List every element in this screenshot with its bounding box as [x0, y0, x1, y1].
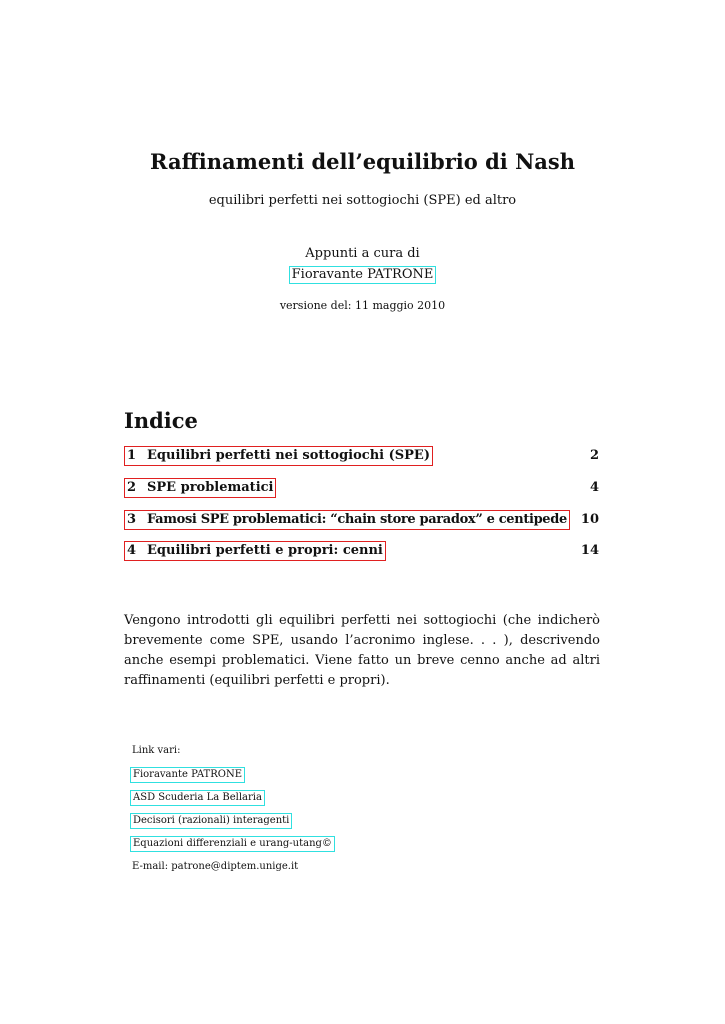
toc-link-3[interactable] — [124, 510, 570, 530]
author-intro: Appunti a cura di — [305, 246, 420, 261]
version-date: versione del: 11 maggio 2010 — [279, 299, 446, 312]
toc-entry-4 — [124, 541, 599, 561]
toc-page-number: 10 — [580, 512, 599, 527]
toc-entry-2 — [124, 478, 599, 498]
toc-entry-3 — [124, 510, 599, 530]
link-item-2 — [130, 790, 265, 806]
document-subtitle: equilibri perfetti nei sottogiochi (SPE) ed altro — [208, 193, 517, 208]
link-fioravante-patrone[interactable]: Fioravante PATRONE — [130, 767, 245, 783]
link-scuderia-bellaria[interactable]: ASD Scuderia La Bellaria — [130, 790, 265, 806]
links-label: Link vari: — [132, 745, 181, 756]
toc-title: Equilibri perfetti nei sottogiochi (SPE) — [147, 448, 430, 463]
toc-number: 1 — [127, 448, 137, 463]
author-container — [0, 263, 725, 284]
link-item-1 — [130, 767, 245, 783]
toc-link-4[interactable] — [124, 541, 386, 561]
abstract-paragraph: Vengono introdotti gli equilibri perfetti nei sottogiochi (che indicherò brevemente come SPE, usando l’acronimo inglese. . . ), descrivendo anche esempi problematici. Viene fatto un breve cenno anche ad altri raffinamenti (equilibri perfetti e propri). — [124, 613, 600, 688]
toc-page-number: 14 — [580, 543, 599, 558]
toc-title: Equilibri perfetti e propri: cenni — [147, 543, 383, 558]
toc-link-2[interactable] — [124, 478, 276, 498]
email-address: E-mail: patrone@diptem.unige.it — [132, 861, 299, 872]
link-item-4 — [130, 836, 335, 852]
toc-title: SPE problematici — [147, 480, 274, 495]
toc-number: 2 — [127, 480, 137, 495]
toc-page-number: 2 — [589, 448, 599, 463]
toc-page-number: 4 — [589, 480, 599, 495]
document-title: Raffinamenti dell’equilibrio di Nash — [150, 149, 575, 174]
link-decisori[interactable]: Decisori (razionali) interagenti — [130, 813, 292, 829]
toc-number: 3 — [127, 512, 136, 527]
toc-link-1[interactable] — [124, 446, 433, 466]
toc-entry-1 — [124, 446, 599, 466]
toc-number: 4 — [127, 543, 137, 558]
toc-title: Famosi SPE problematici: “chain store paradox” e centipede — [147, 512, 567, 527]
link-item-3 — [130, 813, 292, 829]
link-equazioni[interactable]: Equazioni differenziali e urang-utang© — [130, 836, 335, 852]
index-heading: Indice — [124, 408, 198, 433]
author-link[interactable]: Fioravante PATRONE — [289, 266, 437, 284]
